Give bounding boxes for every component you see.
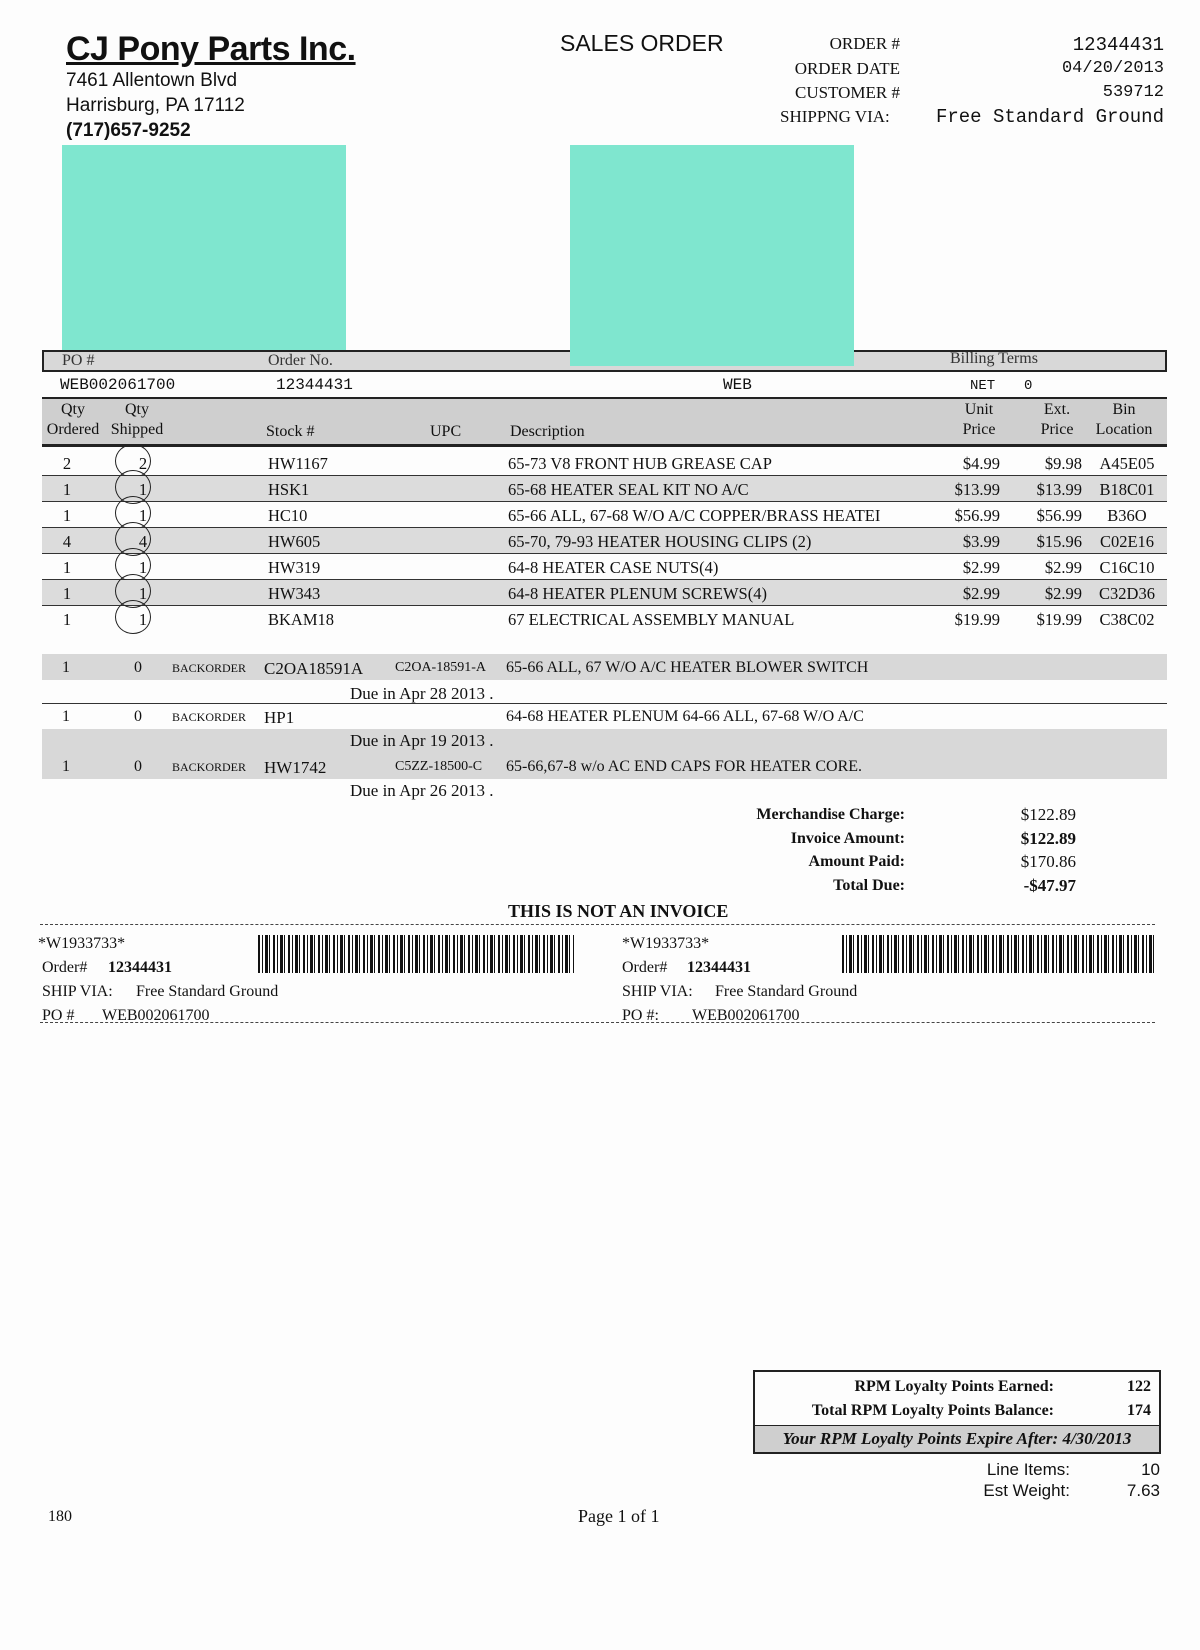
loyalty-box — [753, 1370, 1161, 1454]
redacted-bill-to-address — [62, 145, 346, 357]
col-unit-price: Unit Price — [962, 401, 996, 438]
label-order-label: Order# — [42, 959, 88, 976]
label-order-label: Order# — [622, 959, 668, 976]
bo-stock-number: C2OA18591A — [264, 659, 364, 678]
col-bin-location: Bin Location — [1095, 401, 1153, 438]
stock-number: HW1167 — [268, 454, 328, 473]
backorder-row — [42, 703, 1167, 729]
qty-ordered: 1 — [62, 480, 72, 499]
po-label: PO # — [62, 352, 95, 369]
barcode-icon — [842, 935, 1155, 973]
qty-ordered: 2 — [62, 454, 72, 473]
po-number: WEB002061700 — [60, 376, 176, 394]
order-date: 04/20/2013 — [1061, 59, 1164, 78]
label-ship-via: Free Standard Ground — [715, 983, 858, 1000]
bin-location: B36O — [1107, 506, 1147, 525]
order-no-label: Order No. — [268, 352, 333, 369]
qty-shipped: 1 — [138, 480, 148, 499]
line-items: 10 — [1141, 1460, 1160, 1479]
item-description: 65-68 HEATER SEAL KIT NO A/C — [508, 480, 749, 499]
col-stock: Stock # — [266, 423, 315, 440]
billing-days: 0 — [1024, 378, 1033, 394]
ext-price: $19.99 — [1036, 610, 1082, 629]
bo-due-date: Due in Apr 26 2013 . — [350, 781, 494, 800]
qty-ordered: 1 — [62, 610, 72, 629]
table-row — [42, 450, 1167, 476]
col-qty-shipped: Qty Shipped — [110, 401, 164, 438]
barcode-icon — [258, 935, 574, 973]
loyalty-earned: 122 — [1127, 1378, 1151, 1395]
bin-location: A45E05 — [1099, 454, 1155, 473]
label-po-label: PO #: — [622, 1007, 659, 1024]
bin-location: C02E16 — [1099, 532, 1155, 551]
bo-due-date: Due in Apr 19 2013 . — [350, 731, 494, 750]
est-weight: 7.63 — [1126, 1481, 1160, 1500]
qty-shipped: 1 — [138, 584, 148, 603]
loyalty-earned-label: RPM Loyalty Points Earned: — [854, 1378, 1054, 1395]
ext-price: $56.99 — [1036, 506, 1082, 525]
amount-paid: $170.86 — [1020, 852, 1076, 871]
bo-due-date: Due in Apr 28 2013 . — [350, 684, 494, 703]
item-description: 65-66 ALL, 67-68 W/O A/C COPPER/BRASS HEATEI — [508, 506, 881, 525]
bin-location: C38C02 — [1099, 610, 1155, 629]
bo-qty-ordered: 1 — [62, 758, 70, 775]
stock-number: HSK1 — [268, 480, 310, 499]
qty-ordered: 1 — [62, 506, 72, 525]
qty-shipped: 2 — [138, 454, 148, 473]
item-description: 64-8 HEATER CASE NUTS(4) — [508, 558, 719, 577]
page-number: Page 1 of 1 — [578, 1506, 660, 1526]
company-name: CJ Pony Parts Inc. — [66, 30, 356, 68]
customer-number-label: CUSTOMER # — [794, 83, 900, 102]
entered-by: WEB — [723, 376, 752, 394]
col-ext-price: Ext. Price — [1040, 401, 1074, 438]
order-date-label: ORDER DATE — [794, 59, 900, 78]
bo-qty-ordered: 1 — [62, 659, 70, 676]
bo-description: 64-68 HEATER PLENUM 64-66 ALL, 67-68 W/O A/C — [506, 708, 864, 725]
unit-price: $2.99 — [962, 584, 1000, 603]
item-description: 64-8 HEATER PLENUM SCREWS(4) — [508, 584, 767, 603]
document-title: SALES ORDER — [560, 30, 724, 56]
qty-ordered: 1 — [62, 558, 72, 577]
col-description: Description — [510, 423, 585, 440]
table-row — [42, 476, 1167, 502]
company-address-line2: Harrisburg, PA 17112 — [66, 95, 245, 116]
billing-terms: NET — [970, 378, 996, 394]
bo-upc: C5ZZ-18500-C — [395, 759, 483, 774]
unit-price: $56.99 — [954, 506, 1000, 525]
shipping-via-label: SHIPPNG VIA: — [780, 107, 890, 126]
order-number: 12344431 — [1072, 34, 1164, 56]
backorder-tag: BACKORDER — [172, 760, 247, 774]
stock-number: HW605 — [268, 532, 321, 551]
bin-location: C16C10 — [1099, 558, 1155, 577]
qty-shipped: 4 — [138, 532, 148, 551]
bo-qty-shipped: 0 — [134, 758, 142, 775]
label-code: *W1933733* — [38, 935, 126, 952]
stock-number: HW319 — [268, 558, 321, 577]
cut-line-top — [40, 924, 1155, 925]
label-ship-via-label: SHIP VIA: — [42, 983, 113, 1000]
customer-number: 539712 — [1102, 83, 1164, 102]
company-address-line1: 7461 Allentown Blvd — [66, 70, 238, 91]
loyalty-expiry-banner: Your RPM Loyalty Points Expire After: 4/30/2013 — [755, 1425, 1159, 1452]
label-po: WEB002061700 — [692, 1007, 800, 1024]
redacted-ship-to-address — [570, 145, 854, 362]
company-phone: (717)657-9252 — [66, 120, 191, 141]
billing-terms-label: Billing Terms — [950, 350, 1038, 367]
ext-price: $15.96 — [1036, 532, 1082, 551]
col-qty-ordered: Qty Ordered — [46, 401, 100, 438]
bo-stock-number: HP1 — [264, 708, 295, 727]
not-an-invoice-notice: THIS IS NOT AN INVOICE — [508, 901, 729, 921]
est-weight-label: Est Weight: — [983, 1481, 1070, 1500]
table-row — [42, 502, 1167, 528]
stock-number: HC10 — [268, 506, 308, 525]
label-code: *W1933733* — [622, 935, 710, 952]
label-po-label: PO # — [42, 1007, 75, 1024]
cut-line-bottom — [40, 1022, 1155, 1023]
bin-location: B18C01 — [1099, 480, 1155, 499]
qty-shipped: 1 — [138, 506, 148, 525]
qty-ordered: 4 — [62, 532, 72, 551]
bo-qty-shipped: 0 — [134, 708, 142, 725]
total-due: -$47.97 — [1023, 876, 1076, 895]
bo-description: 65-66 ALL, 67 W/O A/C HEATER BLOWER SWITCH — [506, 659, 869, 676]
label-ship-via-label: SHIP VIA: — [622, 983, 693, 1000]
ext-price: $2.99 — [1044, 558, 1082, 577]
bo-qty-ordered: 1 — [62, 708, 70, 725]
backorder-row — [42, 654, 1167, 680]
unit-price: $3.99 — [962, 532, 1000, 551]
table-row — [42, 580, 1167, 606]
bo-stock-number: HW1742 — [264, 758, 327, 777]
col-upc: UPC — [430, 423, 462, 440]
ext-price: $13.99 — [1036, 480, 1082, 499]
line-items-label: Line Items: — [986, 1460, 1070, 1479]
table-row — [42, 554, 1167, 580]
backorder-tag: BACKORDER — [172, 661, 247, 675]
item-description: 65-73 V8 FRONT HUB GREASE CAP — [508, 454, 772, 473]
qty-shipped: 1 — [138, 558, 148, 577]
label-order: 12344431 — [687, 959, 751, 976]
unit-price: $13.99 — [954, 480, 1000, 499]
ext-price: $9.98 — [1044, 454, 1082, 473]
item-description: 65-70, 79-93 HEATER HOUSING CLIPS (2) — [508, 532, 812, 551]
bo-description: 65-66,67-8 w/o AC END CAPS FOR HEATER CORE. — [506, 758, 863, 775]
ext-price: $2.99 — [1044, 584, 1082, 603]
label-order: 12344431 — [108, 959, 172, 976]
invoice-amount: $122.89 — [1020, 829, 1076, 848]
qty-shipped: 1 — [138, 610, 148, 629]
loyalty-balance-label: Total RPM Loyalty Points Balance: — [811, 1402, 1054, 1419]
unit-price: $4.99 — [962, 454, 1000, 473]
label-ship-via: Free Standard Ground — [136, 983, 279, 1000]
label-po: WEB002061700 — [102, 1007, 210, 1024]
merchandise-charge: $122.89 — [1020, 805, 1076, 824]
item-description: 67 ELECTRICAL ASSEMBLY MANUAL — [508, 610, 795, 629]
invoice-amount-label: Invoice Amount: — [790, 830, 905, 847]
unit-price: $19.99 — [954, 610, 1000, 629]
backorder-tag: BACKORDER — [172, 710, 247, 724]
bo-upc: C2OA-18591-A — [395, 660, 486, 675]
table-row — [42, 606, 1167, 632]
bin-location: C32D36 — [1099, 584, 1155, 603]
backorder-row — [42, 753, 1167, 779]
stock-number: HW343 — [268, 584, 321, 603]
order-number-label: ORDER # — [829, 34, 900, 53]
stock-number: BKAM18 — [268, 610, 335, 629]
shipping-via: Free Standard Ground — [935, 106, 1164, 128]
footer-number: 180 — [48, 1508, 72, 1525]
unit-price: $2.99 — [962, 558, 1000, 577]
backorder-due-band — [42, 729, 1167, 753]
total-due-label: Total Due: — [833, 877, 905, 894]
bo-qty-shipped: 0 — [134, 659, 142, 676]
amount-paid-label: Amount Paid: — [808, 853, 905, 870]
order-no: 12344431 — [276, 376, 353, 394]
table-row — [42, 528, 1167, 554]
merchandise-charge-label: Merchandise Charge: — [756, 806, 905, 823]
redacted-overlap — [570, 340, 854, 366]
loyalty-balance: 174 — [1127, 1402, 1151, 1419]
qty-ordered: 1 — [62, 584, 72, 603]
